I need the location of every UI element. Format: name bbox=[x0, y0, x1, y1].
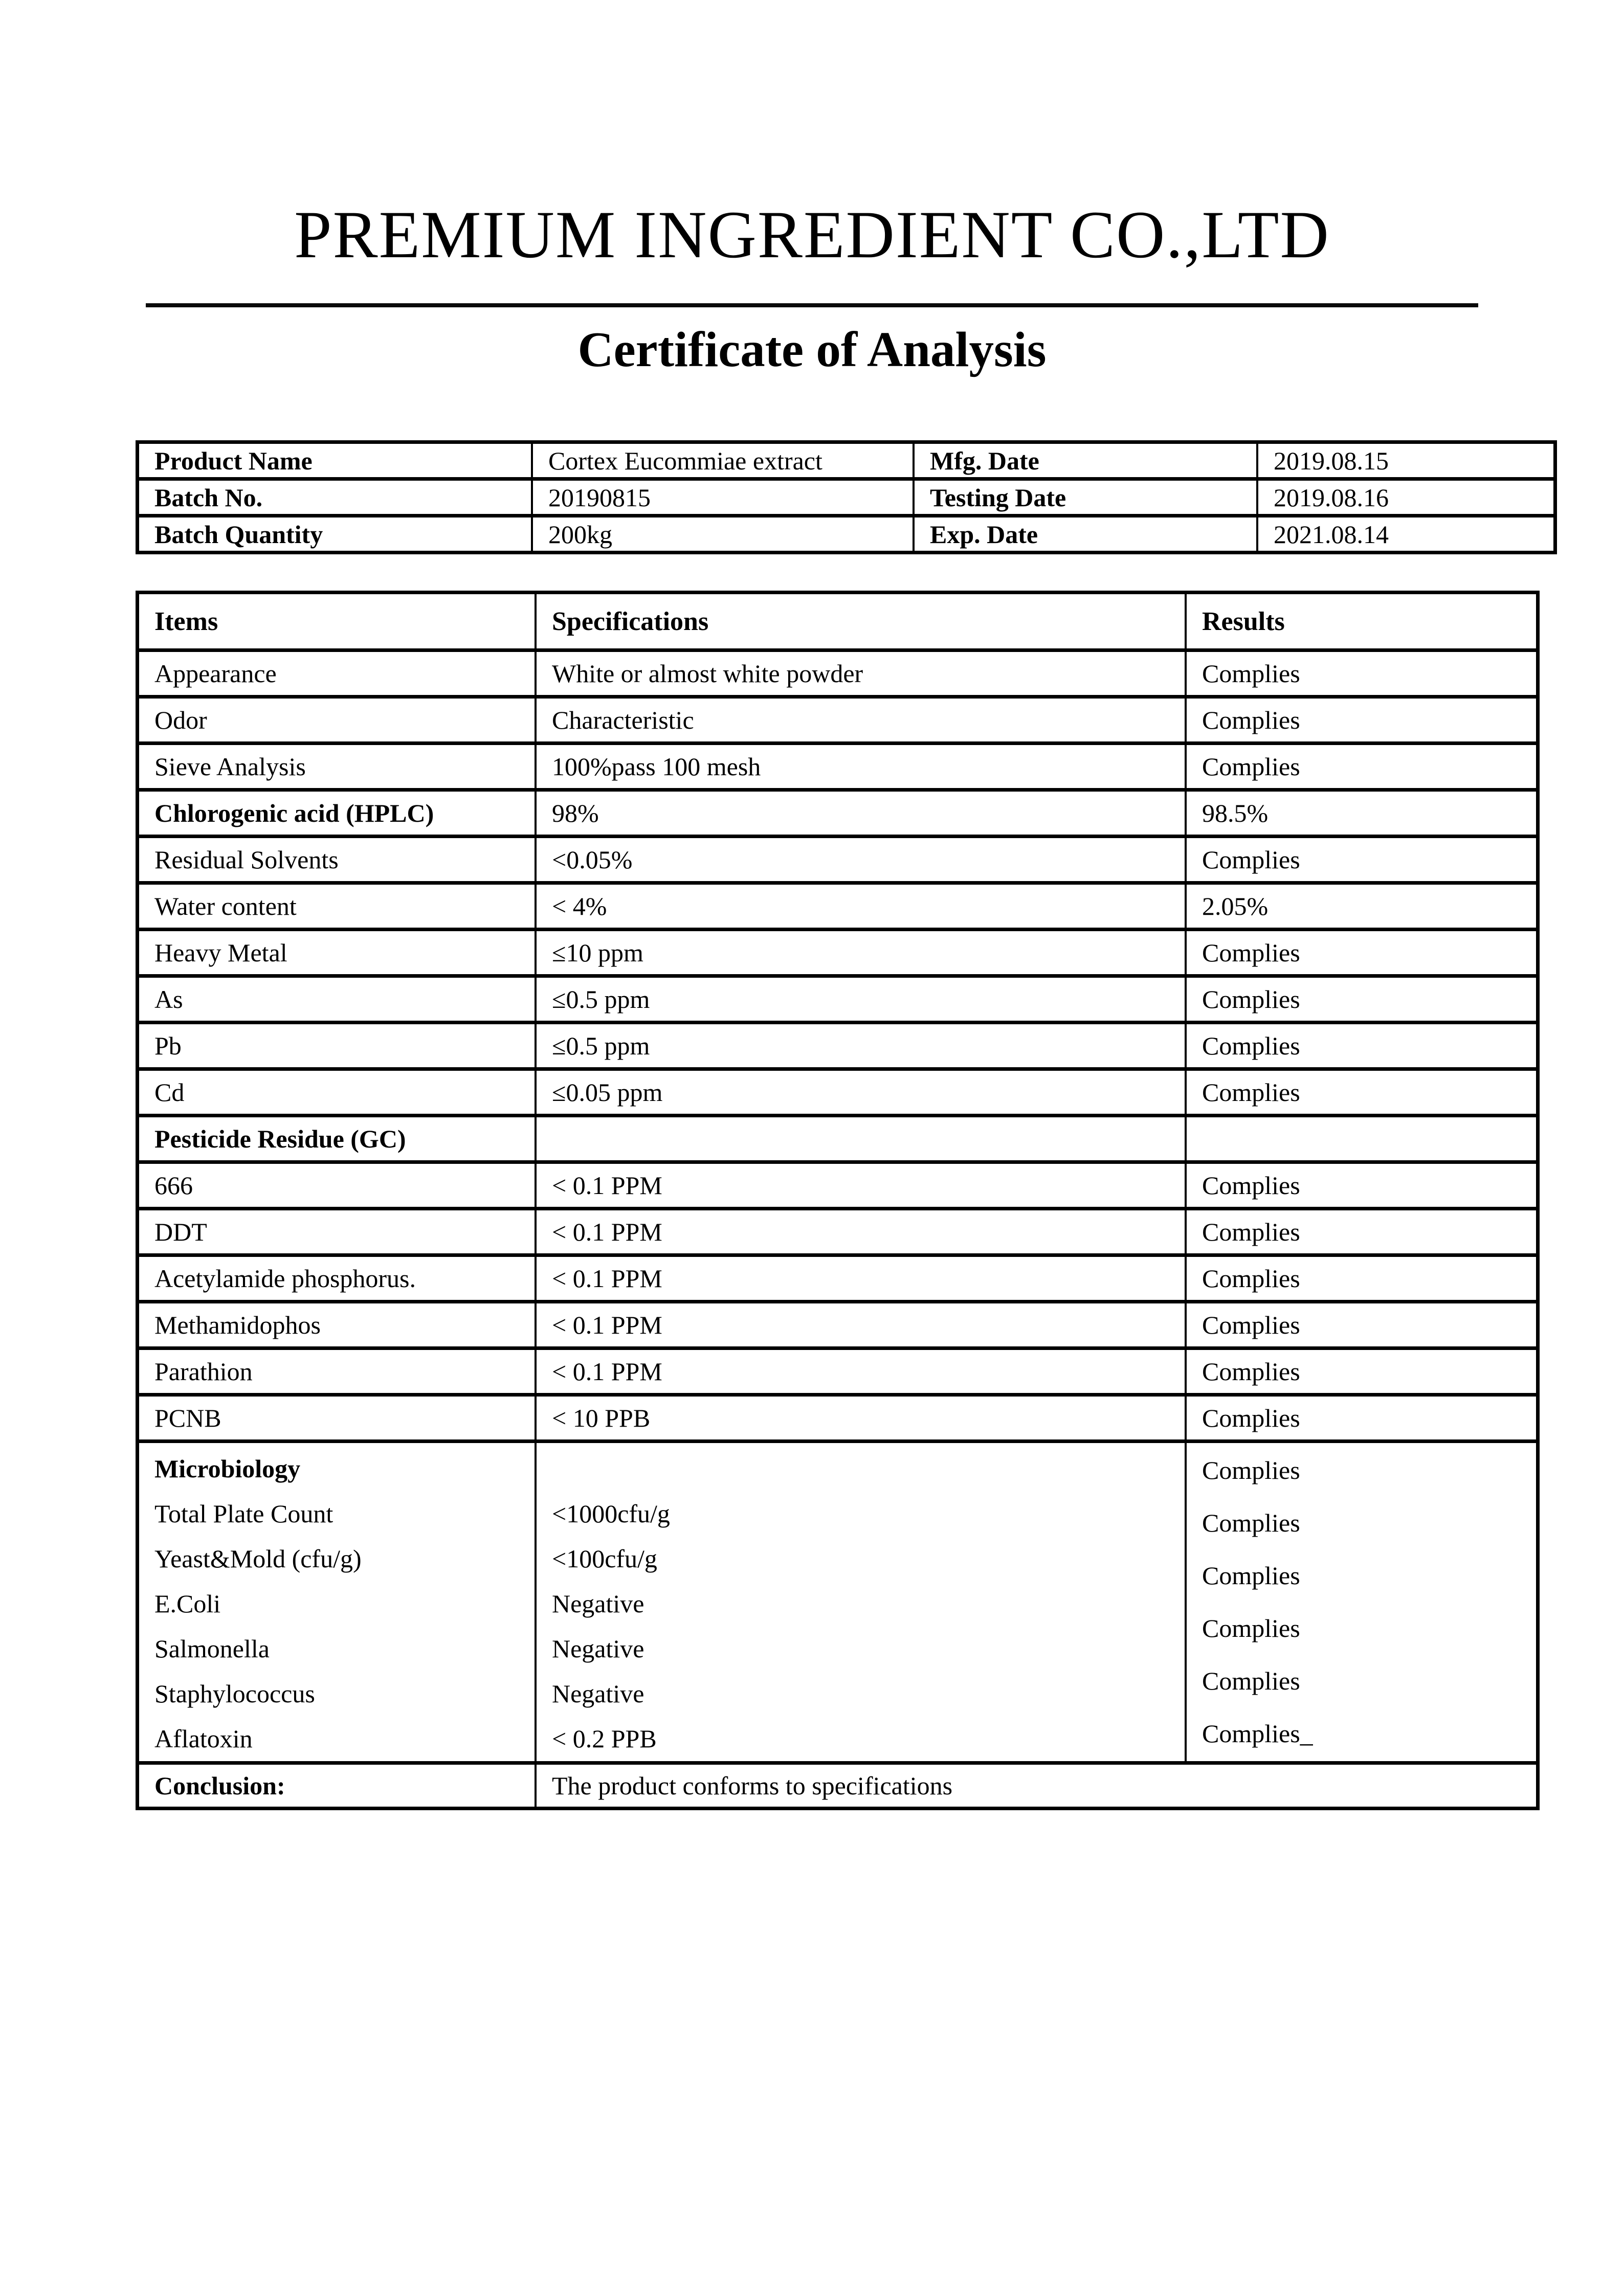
microbiology-items-cell bbox=[138, 1442, 536, 1763]
result-cell: Complies bbox=[1186, 837, 1538, 883]
spec-cell: < 4% bbox=[536, 883, 1186, 930]
info-label: Exp. Date bbox=[914, 516, 1257, 553]
table-row bbox=[138, 1116, 1538, 1162]
item-cell: PCNB bbox=[138, 1395, 536, 1442]
result-cell: Complies bbox=[1186, 1255, 1538, 1302]
microbiology-results-cell bbox=[1186, 1442, 1538, 1763]
micro-item: E.Coli bbox=[154, 1589, 221, 1618]
table-row bbox=[138, 930, 1538, 976]
result-cell: Complies bbox=[1186, 930, 1538, 976]
info-value: 2019.08.15 bbox=[1257, 442, 1555, 479]
microbiology-specs-cell bbox=[536, 1442, 1186, 1763]
spec-cell: White or almost white powder bbox=[536, 650, 1186, 697]
spec-cell: 100%pass 100 mesh bbox=[536, 744, 1186, 790]
micro-spec: < 0.2 PPB bbox=[552, 1724, 657, 1753]
table-row bbox=[138, 744, 1538, 790]
table-row bbox=[138, 883, 1538, 930]
micro-item: Aflatoxin bbox=[154, 1724, 253, 1753]
micro-result: Complies_ bbox=[1202, 1719, 1313, 1748]
table-row bbox=[138, 1162, 1538, 1209]
table-row bbox=[138, 697, 1538, 744]
item-cell: Odor bbox=[138, 697, 536, 744]
microbiology-heading: Microbiology bbox=[154, 1454, 301, 1483]
spec-cell bbox=[536, 1116, 1186, 1162]
info-label: Mfg. Date bbox=[914, 442, 1257, 479]
result-cell: Complies bbox=[1186, 1348, 1538, 1395]
spec-cell: < 0.1 PPM bbox=[536, 1348, 1186, 1395]
table-row bbox=[138, 1255, 1538, 1302]
table-row bbox=[138, 1069, 1538, 1116]
item-cell: Methamidophos bbox=[138, 1302, 536, 1348]
table-row bbox=[138, 479, 1555, 516]
spec-cell: < 0.1 PPM bbox=[536, 1209, 1186, 1255]
micro-item: Total Plate Count bbox=[154, 1499, 333, 1528]
spec-cell: ≤0.5 ppm bbox=[536, 1023, 1186, 1069]
micro-spec: Negative bbox=[552, 1634, 644, 1663]
info-value: Cortex Eucommiae extract bbox=[532, 442, 914, 479]
item-cell: Chlorogenic acid (HPLC) bbox=[138, 790, 536, 837]
micro-result: Complies bbox=[1202, 1561, 1300, 1590]
info-label: Batch No. bbox=[138, 479, 532, 516]
table-row bbox=[138, 1348, 1538, 1395]
table-row bbox=[138, 1302, 1538, 1348]
batch-info-table bbox=[136, 440, 1557, 554]
conclusion-row bbox=[138, 1763, 1538, 1809]
result-cell: Complies bbox=[1186, 1023, 1538, 1069]
info-label: Product Name bbox=[138, 442, 532, 479]
spec-cell: ≤0.05 ppm bbox=[536, 1069, 1186, 1116]
info-value: 200kg bbox=[532, 516, 914, 553]
micro-spec: <1000cfu/g bbox=[552, 1499, 670, 1528]
micro-spec: Negative bbox=[552, 1679, 644, 1708]
result-cell: Complies bbox=[1186, 1069, 1538, 1116]
result-cell: Complies bbox=[1186, 1395, 1538, 1442]
micro-item: Yeast&Mold (cfu/g) bbox=[154, 1544, 362, 1573]
title-divider bbox=[146, 303, 1478, 307]
spec-cell: 98% bbox=[536, 790, 1186, 837]
result-cell: 98.5% bbox=[1186, 790, 1538, 837]
info-value: 2019.08.16 bbox=[1257, 479, 1555, 516]
column-header-specifications: Specifications bbox=[536, 593, 1186, 650]
info-value: 2021.08.14 bbox=[1257, 516, 1555, 553]
company-name: PREMIUM INGREDIENT CO.,LTD bbox=[294, 197, 1330, 272]
table-row bbox=[138, 650, 1538, 697]
result-cell bbox=[1186, 1116, 1538, 1162]
column-header-items: Items bbox=[138, 593, 536, 650]
item-cell: Cd bbox=[138, 1069, 536, 1116]
table-row bbox=[138, 442, 1555, 479]
result-cell: Complies bbox=[1186, 650, 1538, 697]
micro-spec: Negative bbox=[552, 1589, 644, 1618]
table-row bbox=[138, 790, 1538, 837]
spec-cell: ≤10 ppm bbox=[536, 930, 1186, 976]
specification-table bbox=[136, 591, 1540, 1810]
item-cell: Pb bbox=[138, 1023, 536, 1069]
micro-spec: <100cfu/g bbox=[552, 1544, 657, 1573]
result-cell: Complies bbox=[1186, 1302, 1538, 1348]
result-cell: Complies bbox=[1186, 1209, 1538, 1255]
item-cell: Parathion bbox=[138, 1348, 536, 1395]
result-cell: Complies bbox=[1186, 744, 1538, 790]
result-cell: Complies bbox=[1186, 1162, 1538, 1209]
micro-result: Complies bbox=[1202, 1509, 1300, 1537]
micro-item: Salmonella bbox=[154, 1634, 270, 1663]
result-cell: 2.05% bbox=[1186, 883, 1538, 930]
table-row bbox=[138, 1023, 1538, 1069]
conclusion-label: Conclusion: bbox=[138, 1763, 536, 1809]
conclusion-value: The product conforms to specifications bbox=[536, 1763, 1538, 1809]
item-cell: Residual Solvents bbox=[138, 837, 536, 883]
item-cell: As bbox=[138, 976, 536, 1023]
table-row bbox=[138, 516, 1555, 553]
spec-cell: ≤0.5 ppm bbox=[536, 976, 1186, 1023]
spec-cell: Characteristic bbox=[536, 697, 1186, 744]
microbiology-row bbox=[138, 1442, 1538, 1763]
item-cell: 666 bbox=[138, 1162, 536, 1209]
item-cell: Pesticide Residue (GC) bbox=[138, 1116, 536, 1162]
item-cell: Sieve Analysis bbox=[138, 744, 536, 790]
spec-cell: <0.05% bbox=[536, 837, 1186, 883]
item-cell: Appearance bbox=[138, 650, 536, 697]
micro-result: Complies bbox=[1202, 1667, 1300, 1695]
info-label: Batch Quantity bbox=[138, 516, 532, 553]
table-row bbox=[138, 1209, 1538, 1255]
micro-result: Complies bbox=[1202, 1614, 1300, 1642]
spec-cell: < 0.1 PPM bbox=[536, 1302, 1186, 1348]
table-row bbox=[138, 1395, 1538, 1442]
table-row bbox=[138, 976, 1538, 1023]
item-cell: DDT bbox=[138, 1209, 536, 1255]
spec-cell: < 0.1 PPM bbox=[536, 1255, 1186, 1302]
micro-item: Staphylococcus bbox=[154, 1679, 315, 1708]
item-cell: Water content bbox=[138, 883, 536, 930]
result-cell: Complies bbox=[1186, 976, 1538, 1023]
spec-cell: < 10 PPB bbox=[536, 1395, 1186, 1442]
table-row bbox=[138, 837, 1538, 883]
spec-cell: < 0.1 PPM bbox=[536, 1162, 1186, 1209]
info-label: Testing Date bbox=[914, 479, 1257, 516]
document-title: Certificate of Analysis bbox=[577, 322, 1047, 377]
item-cell: Heavy Metal bbox=[138, 930, 536, 976]
table-header-row bbox=[138, 593, 1538, 650]
micro-result: Complies bbox=[1202, 1456, 1300, 1484]
info-value: 20190815 bbox=[532, 479, 914, 516]
column-header-results: Results bbox=[1186, 593, 1538, 650]
micro-spec bbox=[552, 1446, 1185, 1491]
item-cell: Acetylamide phosphorus. bbox=[138, 1255, 536, 1302]
result-cell: Complies bbox=[1186, 697, 1538, 744]
